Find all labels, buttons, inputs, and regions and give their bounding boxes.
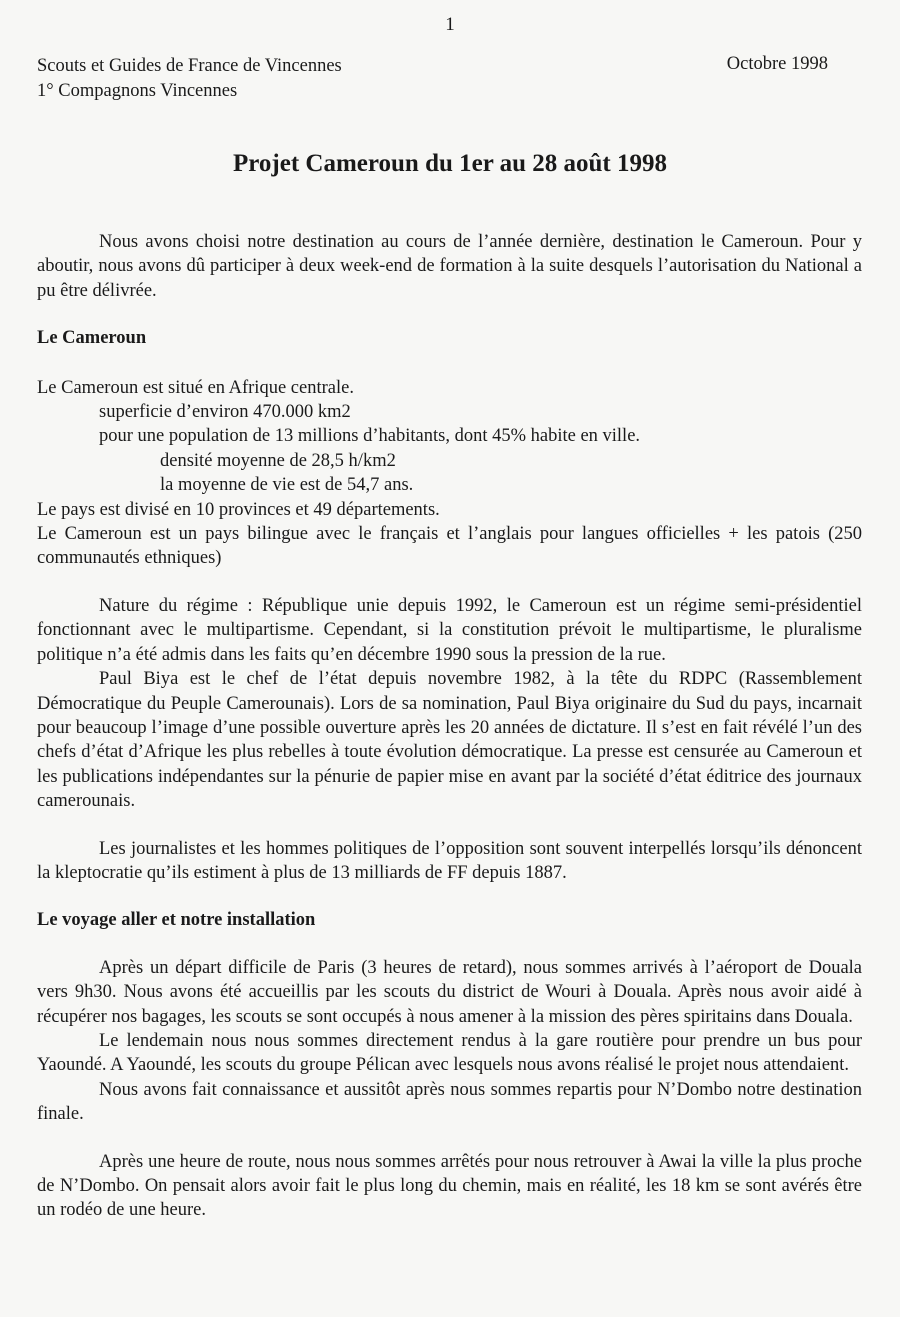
header-org-line1: Scouts et Guides de France de Vincennes bbox=[37, 56, 342, 76]
president-paragraph: Paul Biya est le chef de l’état depuis novembre 1982, à la tête du RDPC (Rassemblement Démocratique du Peuple Camerounais). Lors de sa nomination, Paul Biya originaire du Sud du pays, incarnait pour beaucoup l’image d’une possible ouverture après les 20 années de dictature. Il s’est en fait révélé l’un des chefs d’état d’Afrique les plus rebelles à toute évolution démocratique. La presse est censurée au Cameroun et les publications indépendantes sur la pénurie de papier mise en avant par la société d’état éditrice des journaux camerounais. bbox=[37, 669, 862, 812]
awai-paragraph: Après une heure de route, nous nous sommes arrêtés pour nous retrouver à Awai la ville la plus proche de N’Dombo. On pensait alors avoir fait le plus long du chemin, mais en réalité, les 18 km se sont avérés être un rodéo de une heure. bbox=[37, 1151, 862, 1221]
intro-paragraph: Nous avons choisi notre destination au cours de l’année dernière, destination le Cameroun. Pour y aboutir, nous avons dû participer à deux week-end de formation à la suite desquels l’autorisation du National a pu être délivrée. bbox=[37, 232, 862, 301]
document-title: Projet Cameroun du 1er au 28 août 1998 bbox=[232, 150, 668, 177]
opposition-paragraph: Les journalistes et les hommes politiques de l’opposition sont souvent interpellés lorsqu’ils dénoncent la kleptocratie qu’ils estiment à plus de 13 milliards de FF depuis 1887. bbox=[37, 838, 862, 883]
yaounde-paragraph: Le lendemain nous nous sommes directement rendus à la gare routière pour prendre un bus pour Yaoundé. A Yaoundé, les scouts du groupe Pélican avec lesquels nous avons réalisé le projet nous attendaient. bbox=[37, 1030, 862, 1076]
fact-line: densité moyenne de 28,5 h/km2 bbox=[160, 450, 396, 471]
arrival-paragraph: Après un départ difficile de Paris (3 heures de retard), nous sommes arrivés à l’aéroport de Douala vers 9h30. Nous avons été accueillis par les scouts du district de Wouri à Douala. Après nous avoir aidé à récupérer nos bagages, les scouts se sont occupés à nous amener à la mission des pères spiritains dans Douala. bbox=[37, 957, 862, 1027]
header-org-line2: 1° Compagnons Vincennes bbox=[37, 81, 238, 101]
header-date: Octobre 1998 bbox=[726, 54, 828, 74]
fact-line: pour une population de 13 millions d’habitants, dont 45% habite en ville. bbox=[99, 426, 641, 447]
header-organization bbox=[37, 54, 342, 104]
document-body bbox=[37, 230, 862, 1223]
fact-line: superficie d’environ 470.000 km2 bbox=[99, 402, 351, 423]
section-heading-voyage: Le voyage aller et notre installation bbox=[37, 910, 316, 931]
fact-line: Le Cameroun est un pays bilingue avec le français et l’anglais pour langues officielles + les patois (250 communautés ethniques) bbox=[37, 524, 862, 569]
section-heading-cameroun: Le Cameroun bbox=[37, 328, 147, 349]
fact-line: Le Cameroun est situé en Afrique centrale. bbox=[37, 377, 354, 398]
fact-line: la moyenne de vie est de 54,7 ans. bbox=[160, 475, 414, 496]
fact-line: Le pays est divisé en 10 provinces et 49 départements. bbox=[37, 499, 440, 520]
regime-paragraph: Nature du régime : République unie depuis 1992, le Cameroun est un régime semi-présidentiel fonctionnant avec le multipartisme. Cependant, si la constitution prévoit le multipartisme, le pluralisme politique n’a été admis dans les faits qu’en décembre 1990 sous la pression de la rue. bbox=[37, 595, 862, 665]
ndombo-paragraph: Nous avons fait connaissance et aussitôt après nous sommes repartis pour N’Dombo notre destination finale. bbox=[37, 1079, 862, 1125]
page-number: 1 bbox=[445, 14, 455, 35]
